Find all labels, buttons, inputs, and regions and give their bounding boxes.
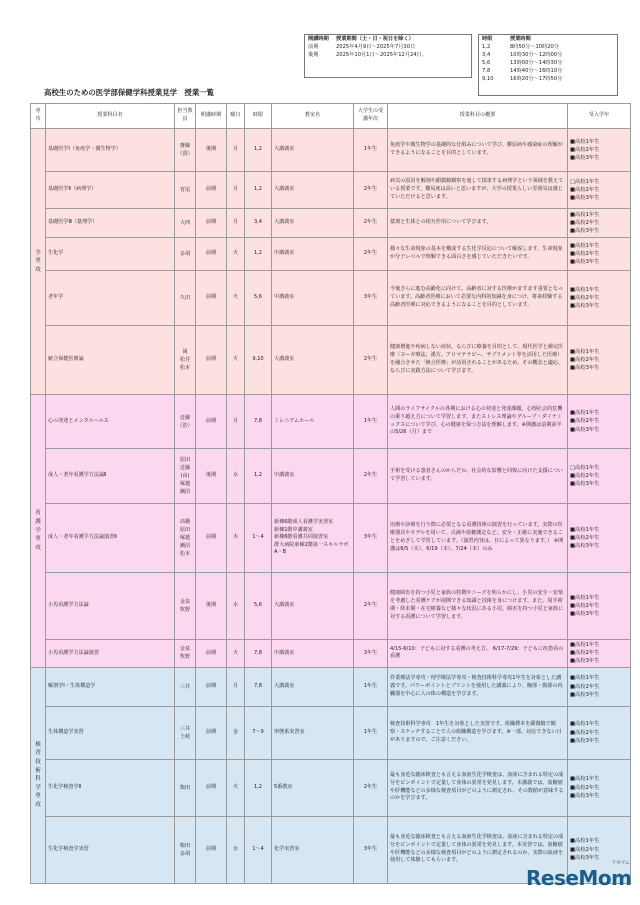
course-overview: 様々な生命現象の基本を構成する生化学反応について解説します。生命現象が分子レベルで理解できる面白さを感じていただきたいです。 [388,238,568,271]
course-overview: 作業療法学専攻・理学療法学専攻・検査技術科学専攻1年生を対象とした講義です。パワーポイントとプリントを使用した講義により、胸部・腹部の内臓器を中心に人の体の構造を学びます。 [388,667,568,706]
accepted-grades: ■高校1年生 ■高校2年生 ■高校3年生 [568,816,631,883]
weekday: 水 [227,449,245,504]
course-overview: 病気の原因を解剖や顕微鏡観察を通して探求する病理学という領域を教えている授業です。難易度は高いと思いますが、大学の授業らしい雰囲気は感じていただけると思います。 [388,172,568,209]
course-name: 解剖学Ⅰ・生体構造学 [46,667,175,706]
room-name: 中講義室 [272,640,354,668]
periods-header: 開講時期 [308,36,329,42]
table-row [31,573,631,640]
room-name: 化学実習室 [272,816,354,883]
header-period: 時限 [245,104,272,129]
course-overview: 今後さらに進む高齢化に向けて、高齢者に対する医療がますます重要となっています。高齢者医療において必要な内科的知識を身につけ、将来経験する高齢者医療に対応できるようになることを目的としています。 [388,271,568,326]
course-name: 小児看護学方法論 [46,573,175,640]
instructor: 大西 [175,209,196,238]
term: 前期 [196,667,227,706]
course-overview: 治療や診療を行う際に必要となる看護技術の演習を行っています。実際の医療器具やモデルを用いて、点滴や血糖測定など、安全・正確に実施できることをめざして学習しています。（演習内容は、日によって異なります。） ※開講は6/5（木）、6/19（木）、7/24（木）のみ [388,504,568,573]
time-range: 10時30分～12時00分 [510,52,563,58]
term: 後期 [196,573,227,640]
header-major: 専攻 [31,104,46,129]
header-day: 曜日 [227,104,245,129]
table-row [31,640,631,668]
table-row [31,172,631,209]
weekday: 火 [227,326,245,395]
table-row [31,238,631,271]
course-name: 生体構造学実習 [46,706,175,759]
period-term: 後期 [308,52,319,58]
instructor: 金泉 牧野 [175,640,196,668]
course-name: 生化学検査学Ⅱ [46,759,175,816]
instructor: 金泉 牧野 [175,573,196,640]
table-row [31,759,631,816]
weekday: 木 [227,504,245,573]
weekday: 火 [227,640,245,668]
weekday: 金 [227,706,245,759]
period: 9,10 [245,326,272,395]
room-name: 大講義室 [272,573,354,640]
instructor: 柴田 [175,759,196,816]
accepted-grades: ■高校1年生 ■高校2年生 ■高校3年生 [568,504,631,573]
time-slot: 5,6 [482,60,491,66]
weekday: 火 [227,271,245,326]
period: 7,8 [245,640,272,668]
student-year: 1年生 [354,395,388,449]
period: 7,8 [245,667,272,706]
accepted-grades: ■高校1年生 ■高校2年生 ■高校3年生 [568,573,631,640]
accepted-grades: ■高校1年生 ■高校2年生 ■高校3年生 [568,759,631,816]
table-row [31,449,631,504]
instructor: 三井 土岐 [175,706,196,759]
student-year: 2年生 [354,759,388,816]
room-name: 5番教室 [272,759,354,816]
time-range: 14時40分～16時10分 [510,68,563,74]
accepted-grades: ■高校1年生 ■高校2年生 ■高校3年生 [568,706,631,759]
times-header: 時限 [482,36,493,42]
header-instructor: 担当教員 [175,104,196,129]
term: 前期 [196,640,227,668]
weekday: 月 [227,129,245,172]
header-room: 教室名 [272,104,354,129]
accepted-grades: ■高校1年生 ■高校2年生 ■高校3年生 [568,271,631,326]
student-year: 2年生 [354,209,388,238]
instructor: 宵尾 [175,172,196,209]
course-name: 心の発達とメンタルヘルス [46,395,175,449]
course-overview: 4/15-6/10：子どもに対する看護の考え方、 6/17-7/29：子どもに疾患看の看護 [388,640,568,668]
course-overview: 手術を受ける患者さんのからだの、社会的な影響と回復に向けた支援について学習しています。 [388,449,568,504]
table-row [31,271,631,326]
time-range: 16時20分～17時50分 [510,76,563,82]
weekday: 月 [227,209,245,238]
times-header: 授業時間 [510,36,531,42]
accepted-grades: ■高校1年生 ■高校2年生 ■高校3年生 [568,326,631,395]
table-row [31,129,631,172]
instructor: 三井 [175,667,196,706]
time-slot: 3,4 [482,52,491,58]
period: 5,6 [245,271,272,326]
course-name: 基礎医学Ⅰ（免疫学・微生物学） [46,129,175,172]
room-name: 大講義室 [272,326,354,395]
weekday: 火 [227,238,245,271]
student-year: 1年生 [354,129,388,172]
period: 1,2 [245,759,272,816]
course-name: 小児看護学方法論演習 [46,640,175,668]
room-name: 大講義室 [272,667,354,706]
header-accepted-grades: 受入学年 [568,104,631,129]
period: 1～4 [245,816,272,883]
table-row [31,326,631,395]
time-slot: 1,2 [482,44,491,50]
watermark-sub: リセマム [611,860,630,866]
term: 後期 [196,129,227,172]
student-year: 2年生 [354,172,388,209]
term: 前期 [196,706,227,759]
weekday: 火 [227,759,245,816]
instructor: 柴田 多胡 [175,816,196,883]
major-group-cell [31,667,46,883]
course-overview: 最も身近な臨床検査とも言える血液生化学検査は、血液に含まれる特定の成分をピンポイントで定量して身体の異常を発見します。本講義では、血糖値や肝機能などの多様な検査項目がどのように測定され、その数値が意味するのかを学びます。 [388,759,568,816]
course-name: 老年学 [46,271,175,326]
term: 後期 [196,449,227,504]
term: 前期 [196,816,227,883]
time-slot: 7,8 [482,68,491,74]
period: 7～9 [245,706,272,759]
table-row [31,395,631,449]
room-name: ミレニアムホール [272,395,354,449]
course-overview: 人間のライフサイクルの各期における心の発達と発達課題、心理社会的危機の乗り越え方について学習します。またストレス理論やグループ・ダイナミックスについて学び、心の健康を保つ方法を理解します。※開講は前期前半の5/26（月）まで [388,395,568,449]
term: 前期 [196,759,227,816]
term: 前期 [196,172,227,209]
accepted-grades: ■高校1年生 ■高校2年生 ■高校3年生 [568,667,631,706]
term: 前期 [196,209,227,238]
student-year: 1年生 [354,667,388,706]
table-row [31,209,631,238]
room-name: 新棟6階成人看護学実習室 新棟1階中講義室 新棟6階看護共同演習室 群大病院東棟2階第一スキルラボA・B [272,504,354,573]
time-range: 8時50分～10時20分 [510,44,560,50]
period: 1～4 [245,504,272,573]
accepted-grades: ■高校1年生 ■高校2年生 ■高校3年生 [568,129,631,172]
room-name: 中講義室 [272,449,354,504]
student-year: 3年生 [354,504,388,573]
term: 前期 [196,326,227,395]
room-name: 大講義室 [272,172,354,209]
watermark-logo [526,860,632,890]
period: 1,2 [245,238,272,271]
student-year: 1年生 [354,706,388,759]
term: 前期 [196,238,227,271]
periods-header: 授業期間（土・日・祝日を除く） [336,36,414,42]
time-range: 13時00分～14時30分 [510,60,563,66]
course-overview: 検査技術科学専攻 1年生を対象とした実習です。組織標本を顕微鏡で観察・スケッチすることで人の組織構造を学びます。※一部、対応できない日がありますので、ご注意ください。 [388,706,568,759]
accepted-grades: □高校1年生 ■高校2年生 ■高校3年生 [568,449,631,504]
table-row [31,667,631,706]
course-table [30,103,631,884]
course-overview: 健康障害を持つ小児と家族の特徴やニーズを明らかにし、小児の安全・安楽を考慮した看護ケアが展開できる知識と技術を身につけます。また、周手術期・終末期・在宅療養など様々な状況にある小児、障害を持つ小児と家族に対する看護について学習します。 [388,573,568,640]
weekday: 月 [227,395,245,449]
header-term: 開講時期 [196,104,227,129]
major-group-label: 全専攻 [35,249,41,273]
instructor: 原田 近藤 (由) 塚越 瀬沼 [175,449,196,504]
accepted-grades: ■高校1年生 ■高校2年生 ■高校3年生 [568,395,631,449]
room-name: 中講義室 [272,271,354,326]
period: 1,2 [245,129,272,172]
course-overview: 薬剤と生体との相互作用について学びます。 [388,209,568,238]
student-year: 3年生 [354,271,388,326]
instructor: 近藤（浩） [175,395,196,449]
accepted-grades: ■高校1年生 ■高校2年生 ■高校3年生 [568,209,631,238]
header-course: 授業科目名 [46,104,175,129]
period-dates: 2025年4月9日～2025年7月30日 [336,44,416,50]
room-name: 大講義室 [272,129,354,172]
period: 1,2 [245,449,272,504]
course-name: 成人・老年看護学方法論演習Ⅱ [46,504,175,573]
major-group-cell [31,129,46,395]
instructor: 岡 松井 松本 [175,326,196,395]
period-dates: 2025年10月1日～2025年12月24日、 [336,52,428,58]
accepted-grades: ■高校1年生 ■高校2年生 ■高校3年生 [568,640,631,668]
course-overview: 免疫学や微生物学の基礎的な仕組みについて学び、膠原病や感染症の理解ができるようになることを目的としています。 [388,129,568,172]
table-row [31,706,631,759]
term: 前期 [196,504,227,573]
course-name: 基礎医学Ⅲ（薬理学） [46,209,175,238]
course-name: 成人・老年看護学方法論Ⅱ [46,449,175,504]
accepted-grades: □高校1年生 ■高校2年生 ■高校3年生 [568,172,631,209]
course-overview: 健康増進や疾病しない症状、ならびに療養を目的として、現代医学と補完医療（ヨーガ療法、漢方、アロマテラピー、サプリメント等を活用した医療）を融合させた「統合医療」が活用されることがあるため、その概念と適応、ならびに実践方法について学びます。 [388,326,568,395]
instructor: 多胡 [175,238,196,271]
course-overview: 最も身近な臨床検査とも言える血液生化学検査は、血液に含まれる特定の成分をピンポイントで定量して身体の異常を発見します。本実習では、血糖値や肝機能などの多様な検査項目がどのように測定されるのか、実際の血液を使用して体験してもらいます。 [388,816,568,883]
weekday: 月 [227,667,245,706]
term-periods-box [304,34,472,78]
time-slot: 9,10 [482,76,494,82]
major-group-label: 看護学専攻 [35,510,41,551]
student-year: 2年生 [354,449,388,504]
course-name: 基礎医学Ⅱ（病理学） [46,172,175,209]
period: 3,4 [245,209,272,238]
room-name: 大講義室 [272,209,354,238]
header-student-year: 大学生の受講年次 [354,104,388,129]
student-year: 2年生 [354,326,388,395]
weekday: 水 [227,573,245,640]
room-name: 中講義室 [272,238,354,271]
course-name: 生化学検査学実習 [46,816,175,883]
course-name: 統合保健医療論 [46,326,175,395]
student-year: 3年生 [354,640,388,668]
weekday: 水 [227,816,245,883]
term: 前期 [196,271,227,326]
weekday: 月 [227,172,245,209]
course-name: 生化学 [46,238,175,271]
class-times-box [478,34,618,96]
student-year: 2年生 [354,573,388,640]
page-title: 高校生のための医学部保健学科授業見学 授業一覧 [44,88,214,97]
period-term: 前期 [308,44,319,50]
room-name: 形態系実習室 [272,706,354,759]
watermark-brand: ReseMom [526,866,632,890]
instructor: 久田 [175,271,196,326]
student-year: 3年生 [354,816,388,883]
period: 5,6 [245,573,272,640]
table-row [31,504,631,573]
period: 1,2 [245,172,272,209]
accepted-grades: ■高校1年生 ■高校2年生 ■高校3年生 [568,238,631,271]
instructor: 高橋 原田 塚越 瀬沼 松本 [175,504,196,573]
student-year: 2年生 [354,238,388,271]
instructor: 齋藤（貴） [175,129,196,172]
major-group-cell [31,395,46,668]
period: 7,8 [245,395,272,449]
major-group-label: 検査技術科学専攻 [35,741,41,808]
header-overview: 授業科目の概要 [388,104,568,129]
term: 前期 [196,395,227,449]
